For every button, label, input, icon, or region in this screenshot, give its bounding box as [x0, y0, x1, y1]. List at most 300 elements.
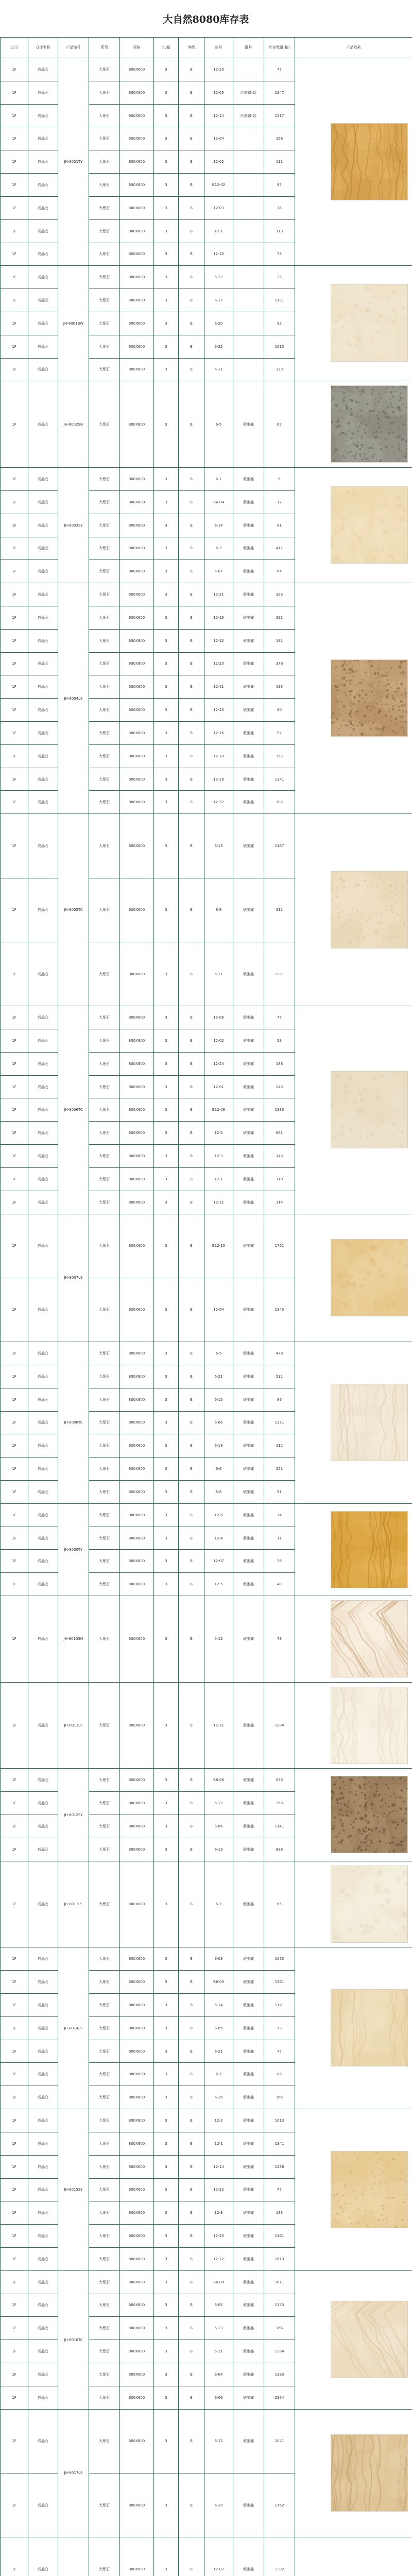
cell-spec: 800X800	[120, 312, 154, 335]
cell-warehouse: 成品仓	[28, 1029, 58, 1053]
cell-batch: 欣雅鑫	[233, 537, 264, 560]
cell-color-no: 6-21	[204, 2340, 233, 2363]
cell-product-code: JH-8006TC	[58, 1006, 89, 1214]
cell-product-code: JH-8002SH	[58, 381, 89, 468]
cell-warehouse: 成品仓	[28, 2040, 58, 2063]
cell-color-no: 12-16	[204, 722, 233, 745]
cell-qty: 411	[264, 537, 295, 560]
cell-series: 大理石	[89, 1573, 120, 1596]
cell-warehouse: 成品仓	[28, 174, 58, 197]
cell-batch	[233, 266, 264, 289]
cell-color-no: 12-03	[204, 196, 233, 219]
cell-grade: B	[179, 1527, 204, 1550]
cell-grade: B	[179, 243, 204, 266]
cell-company: 1F	[1, 878, 28, 942]
cell-qty: 1341	[264, 768, 295, 791]
cell-warehouse: 成品仓	[28, 1573, 58, 1596]
cell-company: 1F	[1, 1573, 28, 1596]
cell-warehouse: 成品仓	[28, 312, 58, 335]
cell-company: 1F	[1, 2270, 28, 2294]
cell-qty: 311	[264, 878, 295, 942]
cell-spec: 800X800	[120, 2386, 154, 2409]
cell-warehouse: 成品仓	[28, 1815, 58, 1838]
cell-company: 1F	[1, 2086, 28, 2109]
cell-qty: 1613	[264, 335, 295, 358]
cell-series: 大理石	[89, 2537, 120, 2576]
cell-grade: B	[179, 2386, 204, 2409]
cell-batch: 欣雅鑫	[233, 878, 264, 942]
cell-pcs-per-box: 3	[154, 1503, 179, 1527]
cell-spec: 800X800	[120, 814, 154, 878]
cell-pcs-per-box: 3	[154, 1596, 179, 1683]
cell-series: 大理石	[89, 629, 120, 652]
cell-series: 大理石	[89, 1342, 120, 1365]
cell-batch: 欣雅鑫	[233, 2294, 264, 2317]
cell-spec: 800X800	[120, 2086, 154, 2109]
cell-pcs-per-box: 3	[154, 1769, 179, 1792]
cell-batch	[233, 127, 264, 150]
cell-spec: 800X800	[120, 1458, 154, 1481]
table-row	[1, 1006, 412, 1029]
cell-color-no: 6-05	[204, 2294, 233, 2317]
cell-company: 1F	[1, 2409, 28, 2473]
cell-series: 大理石	[89, 289, 120, 312]
cell-series: 大理石	[89, 2040, 120, 2063]
cell-batch: 欣雅鑫	[233, 1191, 264, 1214]
table-row	[1, 814, 412, 878]
cell-series: 大理石	[89, 1971, 120, 1994]
cell-company: 1F	[1, 942, 28, 1006]
cell-company: 1F	[1, 1434, 28, 1458]
cell-batch: 欣雅鑫	[233, 1596, 264, 1683]
cell-series: 大理石	[89, 1122, 120, 1145]
cell-batch: 欣雅鑫	[233, 1006, 264, 1029]
cell-spec: 800X800	[120, 2132, 154, 2155]
cell-color-no: 6-2	[204, 1861, 233, 1947]
table-row	[1, 2537, 412, 2576]
cell-series: 大理石	[89, 1947, 120, 1971]
cell-pcs-per-box: 3	[154, 1838, 179, 1861]
cell-company: 1F	[1, 81, 28, 104]
cell-color-no: B12-02	[204, 174, 233, 197]
cell-grade: B	[179, 58, 204, 81]
cell-series: 大理石	[89, 2363, 120, 2386]
cell-company: 1F	[1, 2132, 28, 2155]
cell-warehouse: 成品仓	[28, 1145, 58, 1168]
cell-qty: 65	[264, 1861, 295, 1947]
cell-pcs-per-box: 3	[154, 629, 179, 652]
cell-series: 大理石	[89, 127, 120, 150]
cell-batch	[233, 219, 264, 243]
cell-batch: 欣雅鑫	[233, 1503, 264, 1527]
cell-batch	[233, 174, 264, 197]
cell-pcs-per-box: 3	[154, 1365, 179, 1388]
cell-company: 1F	[1, 1214, 28, 1278]
cell-qty: 76	[264, 196, 295, 219]
cell-series: 大理石	[89, 1550, 120, 1573]
cell-batch: 欣雅鑫	[233, 629, 264, 652]
cell-batch: 欣雅鑫	[233, 1388, 264, 1411]
cell-series: 大理石	[89, 1861, 120, 1947]
cell-grade: B	[179, 1792, 204, 1815]
cell-warehouse: 成品仓	[28, 2340, 58, 2363]
cell-grade: B	[179, 358, 204, 381]
cell-company: 1F	[1, 468, 28, 491]
cell-color-no: 12-06	[204, 1006, 233, 1029]
cell-grade: B	[179, 606, 204, 629]
cell-pcs-per-box: 3	[154, 2317, 179, 2340]
cell-color-no: 12-3	[204, 1145, 233, 1168]
cell-qty: 35	[264, 266, 295, 289]
cell-spec: 800X800	[120, 1388, 154, 1411]
cell-color-no: 12-13	[204, 606, 233, 629]
cell-pcs-per-box: 3	[154, 1815, 179, 1838]
cell-series: 大理石	[89, 1075, 120, 1098]
cell-color-no: 12-22	[204, 791, 233, 814]
cell-qty: 73	[264, 243, 295, 266]
column-header: 仓库名称	[28, 38, 58, 58]
cell-color-no: 12-11	[204, 675, 233, 699]
cell-company: 1F	[1, 2294, 28, 2317]
cell-series: 大理石	[89, 1006, 120, 1029]
cell-spec: 800X800	[120, 289, 154, 312]
cell-spec: 800X800	[120, 2016, 154, 2040]
cell-qty: 102	[264, 791, 295, 814]
cell-color-no: 12-21	[204, 1682, 233, 1769]
cell-batch: 欣雅鑫	[233, 1167, 264, 1191]
cell-spec: 800X800	[120, 1098, 154, 1122]
cell-batch: 欣雅鑫	[233, 1098, 264, 1122]
cell-pcs-per-box: 3	[154, 104, 179, 127]
cell-company: 1F	[1, 1596, 28, 1683]
cell-company: 1F	[1, 2109, 28, 2132]
cell-qty: 376	[264, 652, 295, 675]
cell-warehouse: 成品仓	[28, 289, 58, 312]
cell-spec: 800X800	[120, 2063, 154, 2086]
cell-batch: 欣雅鑫	[233, 2247, 264, 2270]
cell-series: 大理石	[89, 722, 120, 745]
cell-grade: B	[179, 1596, 204, 1683]
cell-batch: 欣雅鑫	[233, 490, 264, 514]
cell-qty: 62	[264, 381, 295, 468]
cell-batch: 欣雅鑫	[233, 1481, 264, 1504]
cell-grade: B	[179, 1122, 204, 1145]
cell-grade: B	[179, 2178, 204, 2201]
cell-color-no: 6-17	[204, 289, 233, 312]
cell-grade: B	[179, 744, 204, 768]
cell-batch	[233, 196, 264, 219]
cell-spec: 800X800	[120, 652, 154, 675]
cell-company: 1F	[1, 2363, 28, 2386]
cell-pcs-per-box: 3	[154, 814, 179, 878]
cell-pcs-per-box: 3	[154, 1098, 179, 1122]
cell-series: 大理石	[89, 335, 120, 358]
cell-color-no: 12-14	[204, 2155, 233, 2178]
cell-color-no: 6-3	[204, 537, 233, 560]
cell-spec: 800X800	[120, 1191, 154, 1214]
cell-color-no: 6-18	[204, 1434, 233, 1458]
table-row	[1, 2109, 412, 2132]
cell-pcs-per-box: 3	[154, 1527, 179, 1550]
cell-pcs-per-box: 3	[154, 289, 179, 312]
cell-qty: 95	[264, 174, 295, 197]
cell-color-no: 5-07	[204, 560, 233, 583]
cell-company: 1F	[1, 1815, 28, 1838]
cell-color-no: 12-07	[204, 1550, 233, 1573]
cell-grade: B	[179, 127, 204, 150]
cell-qty: 1383	[264, 1098, 295, 1122]
page-title: 大自然8080库存表	[163, 13, 249, 25]
cell-series: 大理石	[89, 1411, 120, 1434]
cell-warehouse: 成品仓	[28, 468, 58, 491]
cell-pcs-per-box: 3	[154, 1792, 179, 1815]
cell-color-no: 6-15	[204, 1388, 233, 1411]
cell-series: 大理石	[89, 174, 120, 197]
cell-company: 1F	[1, 58, 28, 81]
cell-warehouse: 成品仓	[28, 1214, 58, 1278]
table-row	[1, 1947, 412, 1971]
cell-series: 大理石	[89, 58, 120, 81]
cell-color-no: 12-20	[204, 58, 233, 81]
cell-pcs-per-box: 3	[154, 2340, 179, 2363]
cell-spec: 800X800	[120, 127, 154, 150]
cell-qty: 1131	[264, 289, 295, 312]
cell-series: 大理石	[89, 468, 120, 491]
cell-batch: 欣雅鑫	[233, 2386, 264, 2409]
cell-pcs-per-box: 3	[154, 150, 179, 174]
cell-qty: 1221	[264, 1411, 295, 1434]
cell-pcs-per-box: 3	[154, 560, 179, 583]
cell-color-no: 12-24	[204, 1052, 233, 1075]
cell-batch: 欣雅鑫	[233, 2225, 264, 2248]
cell-series: 大理石	[89, 243, 120, 266]
cell-grade: B	[179, 652, 204, 675]
cell-qty: 91	[264, 1481, 295, 1504]
cell-qty: 86	[264, 1388, 295, 1411]
cell-color-no: 6-8	[204, 1481, 233, 1504]
cell-qty: 1161	[264, 2225, 295, 2248]
cell-product-code: JH-8017LS	[58, 2409, 89, 2537]
cell-company: 1F	[1, 2537, 28, 2576]
cell-series: 大理石	[89, 1214, 120, 1278]
cell-batch: 欣雅鑫	[233, 2109, 264, 2132]
cell-grade: B	[179, 1994, 204, 2017]
cell-grade: B	[179, 1167, 204, 1191]
cell-series: 大理石	[89, 2016, 120, 2040]
cell-series: 大理石	[89, 1596, 120, 1683]
cell-spec: 800X800	[120, 791, 154, 814]
cell-pcs-per-box: 3	[154, 2409, 179, 2473]
cell-product-effect	[295, 2270, 412, 2409]
cell-company: 1F	[1, 196, 28, 219]
cell-spec: 800X800	[120, 2473, 154, 2537]
cell-company: 1F	[1, 1052, 28, 1075]
cell-grade: B	[179, 81, 204, 104]
cell-spec: 800X800	[120, 1214, 154, 1278]
cell-grade: B	[179, 2109, 204, 2132]
cell-color-no: 6-5	[204, 381, 233, 468]
cell-pcs-per-box: 3	[154, 81, 179, 104]
cell-grade: B	[179, 768, 204, 791]
cell-product-effect	[295, 381, 412, 468]
cell-spec: 800X800	[120, 1503, 154, 1527]
cell-color-no: B6-03	[204, 1971, 233, 1994]
cell-spec: 800X800	[120, 2225, 154, 2248]
cell-series: 大理石	[89, 1769, 120, 1792]
cell-grade: B	[179, 675, 204, 699]
cell-batch: 欣雅鑫	[233, 1365, 264, 1388]
cell-spec: 800X800	[120, 196, 154, 219]
cell-spec: 800X800	[120, 583, 154, 606]
cell-batch: 欣雅鑫	[233, 2317, 264, 2340]
cell-pcs-per-box: 3	[154, 2201, 179, 2225]
cell-product-code: JH-8010SH	[58, 1596, 89, 1683]
cell-spec: 800X800	[120, 629, 154, 652]
cell-pcs-per-box: 3	[154, 1971, 179, 1994]
cell-batch: 欣雅鑫	[233, 1458, 264, 1481]
cell-spec: 800X800	[120, 560, 154, 583]
cell-series: 大理石	[89, 606, 120, 629]
cell-warehouse: 成品仓	[28, 219, 58, 243]
cell-grade: B	[179, 1947, 204, 1971]
cell-product-effect	[295, 2109, 412, 2271]
cell-qty: 2164	[264, 2386, 295, 2409]
cell-spec: 800X800	[120, 537, 154, 560]
cell-company: 1F	[1, 537, 28, 560]
cell-qty: 188	[264, 1052, 295, 1075]
cell-color-no: 12-10	[204, 744, 233, 768]
cell-warehouse: 成品仓	[28, 1596, 58, 1683]
cell-batch: 欣雅鑫	[233, 1682, 264, 1769]
cell-grade: B	[179, 1342, 204, 1365]
cell-batch: 欣雅鑫	[233, 2409, 264, 2473]
cell-grade: B	[179, 2363, 204, 2386]
cell-batch: 欣雅鑫	[233, 2340, 264, 2363]
cell-qty: 92	[264, 722, 295, 745]
cell-company: 1F	[1, 1365, 28, 1388]
cell-spec: 800X800	[120, 1947, 154, 1971]
cell-spec: 800X800	[120, 699, 154, 722]
cell-warehouse: 成品仓	[28, 1481, 58, 1504]
cell-color-no: B12-15	[204, 1214, 233, 1278]
cell-warehouse: 成品仓	[28, 1342, 58, 1365]
cell-qty: 191	[264, 629, 295, 652]
cell-company: 1F	[1, 1458, 28, 1481]
cell-series: 大理石	[89, 675, 120, 699]
cell-company: 1F	[1, 1792, 28, 1815]
cell-series: 大理石	[89, 1029, 120, 1053]
cell-grade: B	[179, 629, 204, 652]
cell-company: 1F	[1, 722, 28, 745]
cell-grade: B	[179, 490, 204, 514]
cell-spec: 800X800	[120, 1838, 154, 1861]
cell-batch: 欣雅鑫	[233, 699, 264, 722]
cell-color-no: 6-12	[204, 266, 233, 289]
cell-spec: 800X800	[120, 606, 154, 629]
cell-color-no: 12-02	[204, 150, 233, 174]
cell-pcs-per-box: 3	[154, 1006, 179, 1029]
cell-batch: 欣雅鑫	[233, 1861, 264, 1947]
cell-batch: 欣雅鑫	[233, 606, 264, 629]
cell-pcs-per-box: 3	[154, 490, 179, 514]
cell-spec: 800X800	[120, 150, 154, 174]
cell-warehouse: 成品仓	[28, 127, 58, 150]
cell-batch: 欣雅鑫	[233, 675, 264, 699]
cell-qty: 114	[264, 1191, 295, 1214]
cell-pcs-per-box: 3	[154, 2086, 179, 2109]
cell-pcs-per-box: 3	[154, 1481, 179, 1504]
cell-spec: 800X800	[120, 174, 154, 197]
cell-color-no: 12-20	[204, 2225, 233, 2248]
cell-pcs-per-box: 3	[154, 2386, 179, 2409]
cell-spec: 800X800	[120, 104, 154, 127]
cell-qty: 1341	[264, 2132, 295, 2155]
cell-batch: 欣雅鑫	[233, 1947, 264, 1971]
cell-warehouse: 成品仓	[28, 1006, 58, 1029]
cell-series: 大理石	[89, 2225, 120, 2248]
cell-spec: 800X800	[120, 878, 154, 942]
cell-warehouse: 成品仓	[28, 2063, 58, 2086]
cell-warehouse: 成品仓	[28, 629, 58, 652]
cell-pcs-per-box: 3	[154, 1458, 179, 1481]
cell-series: 大理石	[89, 2086, 120, 2109]
cell-product-code: JH-8016TC	[58, 2270, 89, 2409]
cell-company: 1F	[1, 1838, 28, 1861]
cell-company: 1F	[1, 150, 28, 174]
cell-spec: 800X800	[120, 2363, 154, 2386]
cell-company: 1F	[1, 1122, 28, 1145]
cell-series: 大理石	[89, 196, 120, 219]
cell-qty: 1121	[264, 1994, 295, 2017]
cell-warehouse: 成品仓	[28, 1052, 58, 1075]
cell-qty: 1761	[264, 1214, 295, 1278]
cell-batch: 欣雅鑫	[233, 2537, 264, 2576]
column-header: 库存数量(箱)	[264, 38, 295, 58]
cell-qty: 118	[264, 1167, 295, 1191]
table-row	[1, 1769, 412, 1792]
cell-qty: 263	[264, 1792, 295, 1815]
cell-grade: B	[179, 1861, 204, 1947]
cell-color-no: 6-6	[204, 1458, 233, 1481]
cell-spec: 800X800	[120, 722, 154, 745]
cell-batch: 欣雅鑫	[233, 1815, 264, 1838]
cell-grade: B	[179, 312, 204, 335]
cell-grade: B	[179, 1769, 204, 1792]
cell-batch	[233, 58, 264, 81]
cell-qty: 81	[264, 514, 295, 537]
cell-company: 1F	[1, 335, 28, 358]
cell-pcs-per-box: 3	[154, 2294, 179, 2317]
cell-qty: 1383	[264, 2363, 295, 2386]
cell-qty: 1611	[264, 2270, 295, 2294]
table-row	[1, 2409, 412, 2473]
cell-company: 1F	[1, 381, 28, 468]
cell-product-effect	[295, 1006, 412, 1214]
cell-warehouse: 成品仓	[28, 1769, 58, 1792]
cell-color-no: 12-05	[204, 81, 233, 104]
cell-warehouse: 成品仓	[28, 2109, 58, 2132]
cell-series: 大理石	[89, 744, 120, 768]
cell-warehouse: 成品仓	[28, 1994, 58, 2017]
cell-product-effect	[295, 1503, 412, 1596]
cell-color-no: 6-22	[204, 335, 233, 358]
cell-product-code: JH-8009TY	[58, 1503, 89, 1596]
cell-spec: 800X800	[120, 1994, 154, 2017]
cell-company: 1F	[1, 2178, 28, 2201]
cell-product-code: JH-8003SY	[58, 468, 89, 583]
cell-qty: 1247	[264, 81, 295, 104]
cell-series: 大理石	[89, 878, 120, 942]
